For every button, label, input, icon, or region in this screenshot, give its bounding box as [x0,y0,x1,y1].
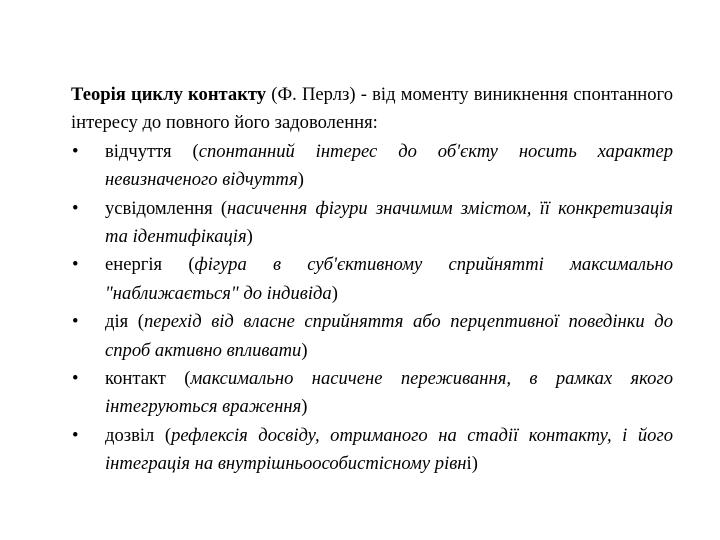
paren-close: ) [301,396,308,418]
stage-description: рефлексія досвіду, отриманого на стадії контакту, і його інтеграція на внутрішньоособистісному рівн [105,424,674,475]
paren-open: ( [154,424,172,446]
paren-close: ) [301,339,308,361]
stage-description: спонтанний інтерес до об'єкту носить характер невизначеного відчуття [105,140,673,191]
paren-open: ( [171,140,199,162]
paren-close: ) [297,169,304,191]
paren-open: ( [165,368,191,390]
bullet-icon: • [72,368,79,390]
bullet-icon: • [72,254,79,276]
slide-content [71,81,673,479]
stage-term: відчуття [105,140,172,162]
intro-paragraph [71,81,673,138]
list-item [71,138,673,195]
bullet-icon: • [72,140,79,162]
stage-term: енергія [105,254,163,276]
stage-term: дозвіл [105,424,155,446]
paren-close: ) [331,282,338,304]
paren-open: ( [128,311,144,333]
paren-close: і) [466,453,478,475]
stage-description: максимально насичене переживання, в рамках якого інтегруються враження [105,368,673,418]
list-item [71,251,673,308]
theory-title: Теорія циклу контакту [71,84,267,105]
stage-term: дія [105,311,129,333]
stage-term: контакт [105,368,166,390]
stage-description: насичення фігури значимим змістом, її конкретизація та ідентифікація [105,197,673,248]
list-item [71,308,673,365]
bullet-icon: • [72,424,79,446]
bullet-icon: • [72,197,79,219]
list-item [71,195,673,252]
stage-description: фігура в суб'єктивному сприйнятті максимально "наближається" до індивіда [105,254,673,304]
stage-term: усвідомлення [105,197,213,219]
paren-close: ) [246,226,253,248]
bullet-icon: • [72,311,79,333]
list-item [71,422,673,479]
paren-open: ( [162,254,195,276]
intro-text: (Ф. Перлз) - від моменту виникнення спонтанного інтересу до повного його задоволення: [71,84,673,134]
list-item [71,365,673,422]
stage-list [71,138,673,479]
stage-description: перехід від власне сприйняття або перцептивної поведінки до спроб активно впливати [105,311,673,361]
paren-open: ( [212,197,228,219]
